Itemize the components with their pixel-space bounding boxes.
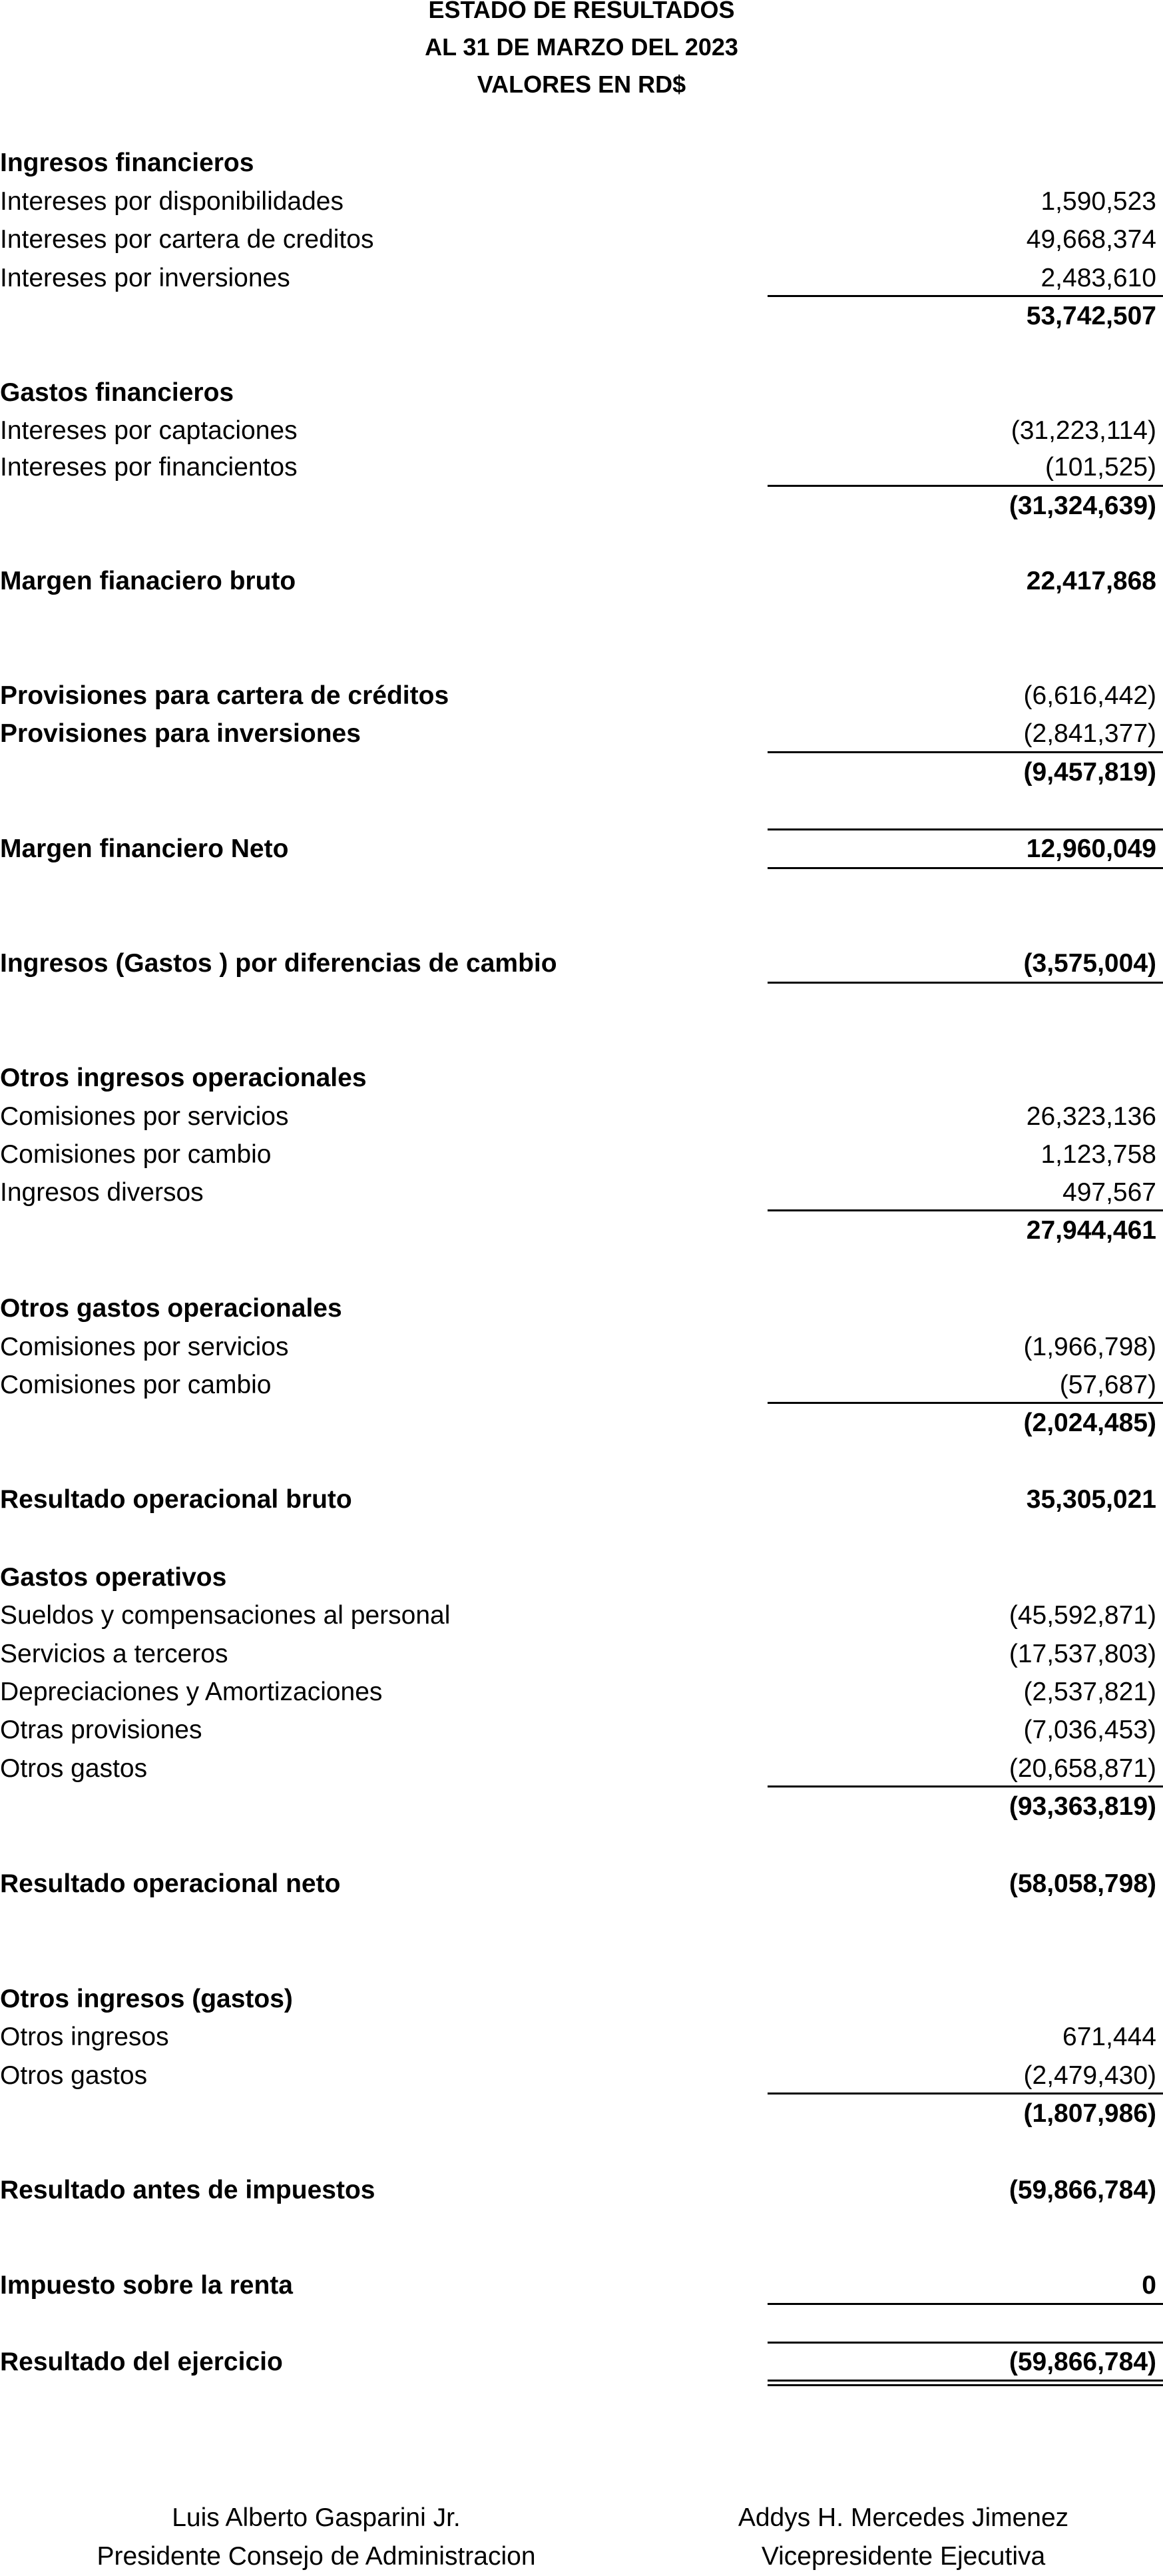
line-item <box>0 1711 1163 1750</box>
line-item-value: (2,479,430) <box>1023 2061 1156 2090</box>
line-item <box>0 1673 1163 1712</box>
line-item-value: 1,590,523 <box>1041 187 1156 216</box>
line-item-label: Otras provisiones <box>0 1716 202 1744</box>
margen-bruto-value: 22,417,868 <box>1026 567 1156 595</box>
subtotal-row <box>0 1211 1163 1250</box>
line-item-value: (7,036,453) <box>1023 1716 1156 1744</box>
line-item-label: Intereses por disponibilidades <box>0 187 344 216</box>
section-heading-otros-gastos-operacionales <box>0 1289 1163 1328</box>
line-item-value: 671,444 <box>1062 2023 1156 2051</box>
line-item-label: Comisiones por servicios <box>0 1333 289 1361</box>
line-item-label: Intereses por financientos <box>0 453 298 482</box>
subtotal-row <box>0 487 1163 525</box>
line-item <box>0 2018 1163 2057</box>
section-heading-label: Gastos financieros <box>0 378 234 407</box>
margen-bruto-label: Margen fianaciero bruto <box>0 567 296 595</box>
line-item-label: Otros gastos <box>0 2061 148 2090</box>
line-item-value: 2,483,610 <box>1041 264 1156 292</box>
impuesto-renta-label: Impuesto sobre la renta <box>0 2271 293 2300</box>
underline-rule <box>768 2303 1163 2305</box>
resultado-operacional-neto-label: Resultado operacional neto <box>0 1869 341 1898</box>
double-underline-rule <box>768 2384 1163 2386</box>
line-item-label: Comisiones por cambio <box>0 1371 272 1399</box>
subtotal-value: (9,457,819) <box>1023 758 1156 787</box>
line-item-label: Provisiones para cartera de créditos <box>0 681 449 710</box>
resultado-operacional-bruto-row <box>0 1480 1163 1519</box>
line-item <box>0 1173 1163 1212</box>
section-heading-gastos-operativos <box>0 1558 1163 1597</box>
margen-bruto-row <box>0 562 1163 601</box>
line-item-label: Intereses por captaciones <box>0 416 298 445</box>
line-item-label: Depreciaciones y Amortizaciones <box>0 1678 383 1706</box>
resultado-antes-impuestos-value: (59,866,784) <box>1009 2176 1156 2204</box>
line-item-value: (1,966,798) <box>1023 1333 1156 1361</box>
subtotal-row <box>0 1404 1163 1443</box>
impuesto-renta-row <box>0 2266 1163 2305</box>
signature-name: Addys H. Mercedes Jimenez <box>738 2503 1069 2532</box>
diferencias-cambio-label: Ingresos (Gastos ) por diferencias de cambio <box>0 949 557 978</box>
subtotal-row <box>0 753 1163 792</box>
line-item-value: (101,525) <box>1045 453 1156 482</box>
subtotal-row <box>0 2094 1163 2133</box>
line-item <box>0 1135 1163 1174</box>
subtotal-row <box>0 297 1163 336</box>
section-heading-label: Gastos operativos <box>0 1563 227 1592</box>
line-item-label: Comisiones por cambio <box>0 1140 272 1169</box>
line-item-label: Sueldos y compensaciones al personal <box>0 1601 451 1630</box>
line-item-label: Otros ingresos <box>0 2023 169 2051</box>
section-heading-label: Otros gastos operacionales <box>0 1294 342 1323</box>
line-item-value: (2,841,377) <box>1023 719 1156 748</box>
diferencias-cambio-row <box>0 944 1163 983</box>
line-item <box>0 1596 1163 1635</box>
underline-rule <box>768 867 1163 869</box>
section-heading-label: Ingresos financieros <box>0 149 254 177</box>
diferencias-cambio-value: (3,575,004) <box>1023 949 1156 978</box>
line-item <box>0 220 1163 259</box>
line-item <box>0 2057 1163 2095</box>
line-item-value: 26,323,136 <box>1026 1102 1156 1131</box>
line-item-label: Otros gastos <box>0 1754 148 1783</box>
margen-neto-label: Margen financiero Neto <box>0 834 289 863</box>
line-item <box>0 1328 1163 1367</box>
line-item <box>0 677 1163 715</box>
resultado-operacional-bruto-label: Resultado operacional bruto <box>0 1485 352 1514</box>
line-item-value: (6,616,442) <box>1023 681 1156 710</box>
line-item-value: 49,668,374 <box>1026 225 1156 254</box>
line-item <box>0 1750 1163 1788</box>
section-heading-otros-ingresos-gastos <box>0 1980 1163 2019</box>
subtotal-value: (2,024,485) <box>1023 1409 1156 1437</box>
resultado-ejercicio-label: Resultado del ejercicio <box>0 2348 283 2376</box>
line-item <box>0 448 1163 487</box>
line-item <box>0 1366 1163 1405</box>
resultado-operacional-neto-value: (58,058,798) <box>1009 1869 1156 1898</box>
subtotal-value: (1,807,986) <box>1023 2099 1156 2128</box>
line-item-value: (45,592,871) <box>1009 1601 1156 1630</box>
resultado-antes-impuestos-label: Resultado antes de impuestos <box>0 2176 375 2204</box>
line-item-value: (20,658,871) <box>1009 1754 1156 1783</box>
line-item-value: 1,123,758 <box>1041 1140 1156 1169</box>
line-item-value: (57,687) <box>1059 1371 1156 1399</box>
underline-rule <box>768 982 1163 984</box>
line-item-label: Ingresos diversos <box>0 1178 204 1207</box>
line-item-label: Comisiones por servicios <box>0 1102 289 1131</box>
signature-name: Luis Alberto Gasparini Jr. <box>172 2503 461 2532</box>
line-item-label: Provisiones para inversiones <box>0 719 361 748</box>
report-title: ESTADO DE RESULTADOS <box>428 0 735 23</box>
line-item <box>0 1635 1163 1674</box>
line-item-label: Intereses por inversiones <box>0 264 290 292</box>
subtotal-value: (93,363,819) <box>1009 1792 1156 1821</box>
impuesto-renta-value: 0 <box>1142 2271 1156 2300</box>
double-underline-rule <box>768 2380 1163 2382</box>
section-heading-gastos-financieros <box>0 374 1163 412</box>
line-item-value: 497,567 <box>1062 1178 1156 1207</box>
line-item <box>0 1098 1163 1136</box>
resultado-antes-impuestos-row <box>0 2171 1163 2210</box>
line-item-value: (2,537,821) <box>1023 1678 1156 1706</box>
resultado-operacional-bruto-value: 35,305,021 <box>1026 1485 1156 1514</box>
line-item <box>0 259 1163 298</box>
subtotal-value: (31,324,639) <box>1009 491 1156 520</box>
signature-title: Presidente Consejo de Administracion <box>97 2542 536 2571</box>
subtotal-row <box>0 1787 1163 1826</box>
line-item-label: Intereses por cartera de creditos <box>0 225 374 254</box>
subtotal-value: 53,742,507 <box>1026 302 1156 330</box>
section-heading-label: Otros ingresos (gastos) <box>0 1985 293 2013</box>
section-heading-label: Otros ingresos operacionales <box>0 1064 367 1092</box>
line-item-value: (31,223,114) <box>1011 416 1156 445</box>
line-item-label: Servicios a terceros <box>0 1640 228 1668</box>
signature-title: Vicepresidente Ejecutiva <box>761 2542 1046 2571</box>
margen-neto-row <box>0 830 1163 868</box>
section-heading-otros-ingresos-operacionales <box>0 1059 1163 1098</box>
line-item <box>0 715 1163 753</box>
report-currency: VALORES EN RD$ <box>477 71 686 98</box>
line-item <box>0 182 1163 221</box>
subtotal-value: 27,944,461 <box>1026 1216 1156 1245</box>
line-item-value: (17,537,803) <box>1009 1640 1156 1668</box>
report-date: AL 31 DE MARZO DEL 2023 <box>425 33 738 61</box>
section-heading-ingresos-financieros <box>0 144 1163 182</box>
resultado-ejercicio-row <box>0 2343 1163 2382</box>
resultado-ejercicio-value: (59,866,784) <box>1009 2348 1156 2376</box>
resultado-operacional-neto-row <box>0 1865 1163 1903</box>
line-item <box>0 412 1163 450</box>
margen-neto-value: 12,960,049 <box>1026 834 1156 863</box>
